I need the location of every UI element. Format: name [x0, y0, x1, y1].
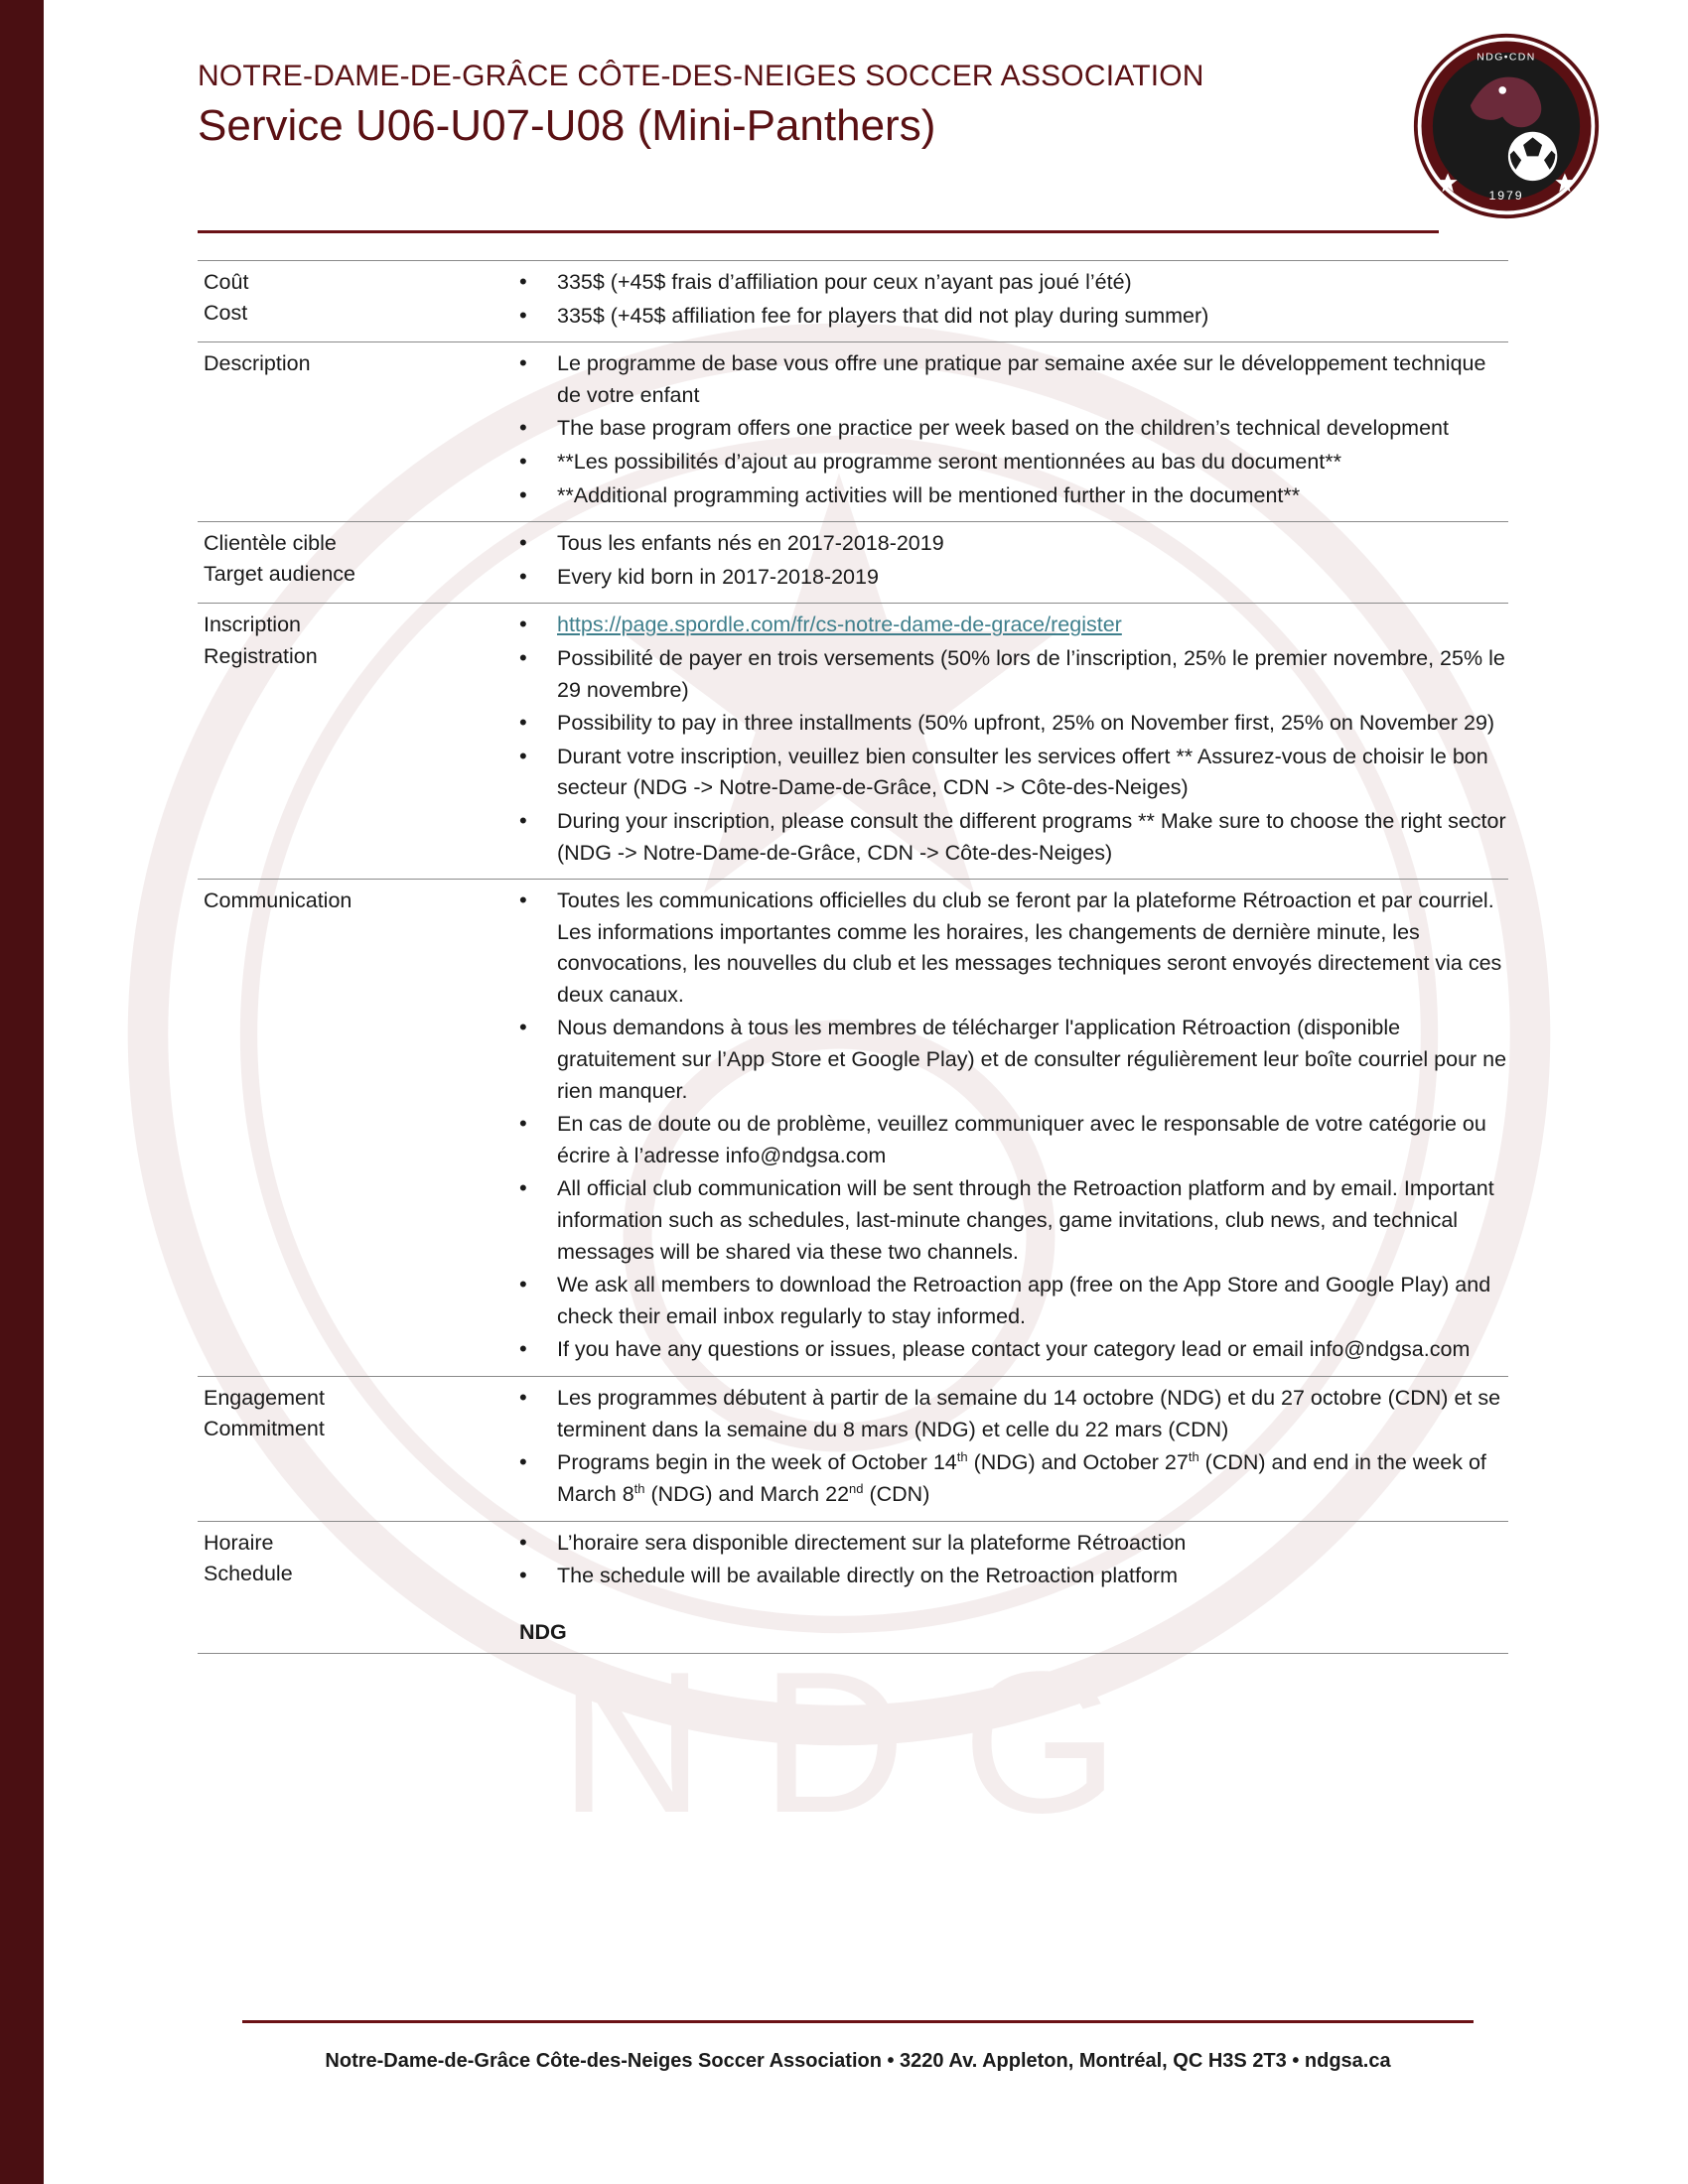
- row-body-schedule: [495, 1528, 1508, 1645]
- label-fr: Description: [204, 351, 311, 376]
- title-divider: [198, 230, 1439, 233]
- bullet-list: [501, 1383, 1508, 1511]
- label-fr: Engagement: [204, 1386, 325, 1410]
- row-label-communication: [198, 886, 495, 1368]
- list-item: • 335$ (+45$ affiliation fee for players that did not play during summer): [501, 301, 1508, 333]
- svg-text:NDG•CDN: NDG•CDN: [1477, 52, 1536, 64]
- row-body-description: [495, 348, 1508, 513]
- footer-text: Notre-Dame-de-Grâce Côte-des-Neiges Soccer Association • 3220 Av. Appleton, Montréal, QC H3S 2T3 • ndgsa.ca: [325, 2050, 1391, 2072]
- label-en: Schedule: [204, 1561, 293, 1585]
- list-item: • **Les possibilités d’ajout au programme seront mentionnées au bas du document**: [501, 447, 1508, 478]
- list-item: • Les programmes débutent à partir de la semaine du 14 octobre (NDG) et du 27 octobre (CDN) et se terminent dans la semaine du 8 mars (NDG) et celle du 22 mars (CDN): [501, 1383, 1508, 1445]
- list-item: • The schedule will be available directly on the Retroaction platform: [501, 1561, 1508, 1592]
- label-en: Cost: [204, 301, 248, 326]
- list-item: • Programs begin in the week of October 14th (NDG) and October 27th (CDN) and end in the week of March 8th (NDG) and March 22nd (CDN): [501, 1447, 1508, 1511]
- svg-text:1979: 1979: [1488, 189, 1524, 204]
- label-fr: Horaire: [204, 1530, 274, 1555]
- label-fr: Inscription: [204, 613, 301, 637]
- row-label-schedule: [198, 1528, 495, 1645]
- label-fr: Coût: [204, 270, 249, 294]
- page-title: Service U06-U07-U08 (Mini-Panthers): [198, 101, 936, 150]
- label-en: Registration: [204, 643, 318, 668]
- table-row: [198, 260, 1508, 342]
- bullet-list: [501, 1528, 1508, 1592]
- footer-divider: [242, 2020, 1474, 2023]
- svg-text:N D G: N D G: [559, 1629, 1119, 1855]
- list-item: • 335$ (+45$ frais d’affiliation pour ceux n’ayant pas joué l’été): [501, 267, 1508, 299]
- list-item: • During your inscription, please consult the different programs ** Make sure to choose the right sector (NDG -> Notre-Dame-de-Grâce, CDN -> Côte-des-Neiges): [501, 806, 1508, 869]
- service-details-table: [198, 260, 1508, 1654]
- table-row: [198, 522, 1508, 604]
- list-item: • En cas de doute ou de problème, veuillez communiquer avec le responsable de votre catégorie ou écrire à l’adresse info@ndgsa.com: [501, 1109, 1508, 1171]
- document-header: [198, 60, 1369, 151]
- bullet-list: [501, 886, 1508, 1366]
- bullet-list: [501, 348, 1508, 511]
- list-item: • Nous demandons à tous les membres de télécharger l'application Rétroaction (disponible gratuitement sur l’App Store et Google Play) et de consulter régulièrement leur boîte courriel pour ne rien manquer.: [501, 1013, 1508, 1107]
- left-accent-bar: [0, 0, 44, 2184]
- label-fr: Clientèle cible: [204, 531, 337, 556]
- table-row: [198, 1377, 1508, 1522]
- ndg-cdn-panther-crest-logo-icon: [1412, 32, 1601, 220]
- ndg-section-note: NDG: [519, 1619, 567, 1644]
- row-label-target-audience: [198, 528, 495, 595]
- table-row: [198, 604, 1508, 880]
- row-body-cost: [495, 267, 1508, 334]
- bullet-list: [501, 610, 1508, 869]
- list-item: • Tous les enfants nés en 2017-2018-2019: [501, 528, 1508, 560]
- bullet-list: [501, 528, 1508, 593]
- row-body-communication: [495, 886, 1508, 1368]
- association-name: NOTRE-DAME-DE-GRÂCE CÔTE-DES-NEIGES SOCCER ASSOCIATION: [198, 60, 1204, 92]
- registration-link[interactable]: https://page.spordle.com/fr/cs-notre-dame-de-grace/register: [557, 613, 1122, 637]
- list-item: • Toutes les communications officielles du club se feront par la plateforme Rétroaction et par courriel. Les informations importantes comme les horaires, les changements de dernière minute, les convocations, les nouvelles du club et les messages techniques seront envoyés directement via ces deux canaux.: [501, 886, 1508, 1011]
- row-body-registration: [495, 610, 1508, 871]
- list-item: • L’horaire sera disponible directement sur la plateforme Rétroaction: [501, 1528, 1508, 1560]
- list-item: • Possibility to pay in three installments (50% upfront, 25% on November first, 25% on November 29): [501, 708, 1508, 740]
- list-item: • We ask all members to download the Retroaction app (free on the App Store and Google Play) and check their email inbox regularly to stay informed.: [501, 1270, 1508, 1332]
- label-en: Commitment: [204, 1417, 325, 1441]
- label-fr: Communication: [204, 888, 352, 913]
- list-item: • Durant votre inscription, veuillez bien consulter les services offert ** Assurez-vous de choisir le bon secteur (NDG -> Notre-Dame-de-Grâce, CDN -> Côte-des-Neiges): [501, 742, 1508, 804]
- list-item: • Possibilité de payer en trois versements (50% lors de l’inscription, 25% le premier novembre, 25% le 29 novembre): [501, 643, 1508, 706]
- list-item: • If you have any questions or issues, please contact your category lead or email info@ndgsa.com: [501, 1334, 1508, 1366]
- bullet-list: [501, 267, 1508, 332]
- list-item: • Le programme de base vous offre une pratique par semaine axée sur le développement technique de votre enfant: [501, 348, 1508, 411]
- table-row: [198, 342, 1508, 522]
- table-row: [198, 880, 1508, 1377]
- list-item: • Every kid born in 2017-2018-2019: [501, 562, 1508, 594]
- list-item: • All official club communication will be sent through the Retroaction platform and by email. Important information such as schedules, last-minute changes, game invitations, club news, and technical messages will be shared via these two channels.: [501, 1173, 1508, 1268]
- table-row: [198, 1522, 1508, 1654]
- row-label-description: [198, 348, 495, 513]
- list-item: • **Additional programming activities will be mentioned further in the document**: [501, 480, 1508, 512]
- label-en: Target audience: [204, 562, 355, 587]
- list-item: • The base program offers one practice per week based on the children’s technical development: [501, 413, 1508, 445]
- row-label-commitment: [198, 1383, 495, 1513]
- row-label-cost: [198, 267, 495, 334]
- row-body-commitment: [495, 1383, 1508, 1513]
- row-body-target-audience: [495, 528, 1508, 595]
- document-content: [44, 0, 1688, 2184]
- list-item: [501, 610, 1508, 641]
- row-label-registration: [198, 610, 495, 871]
